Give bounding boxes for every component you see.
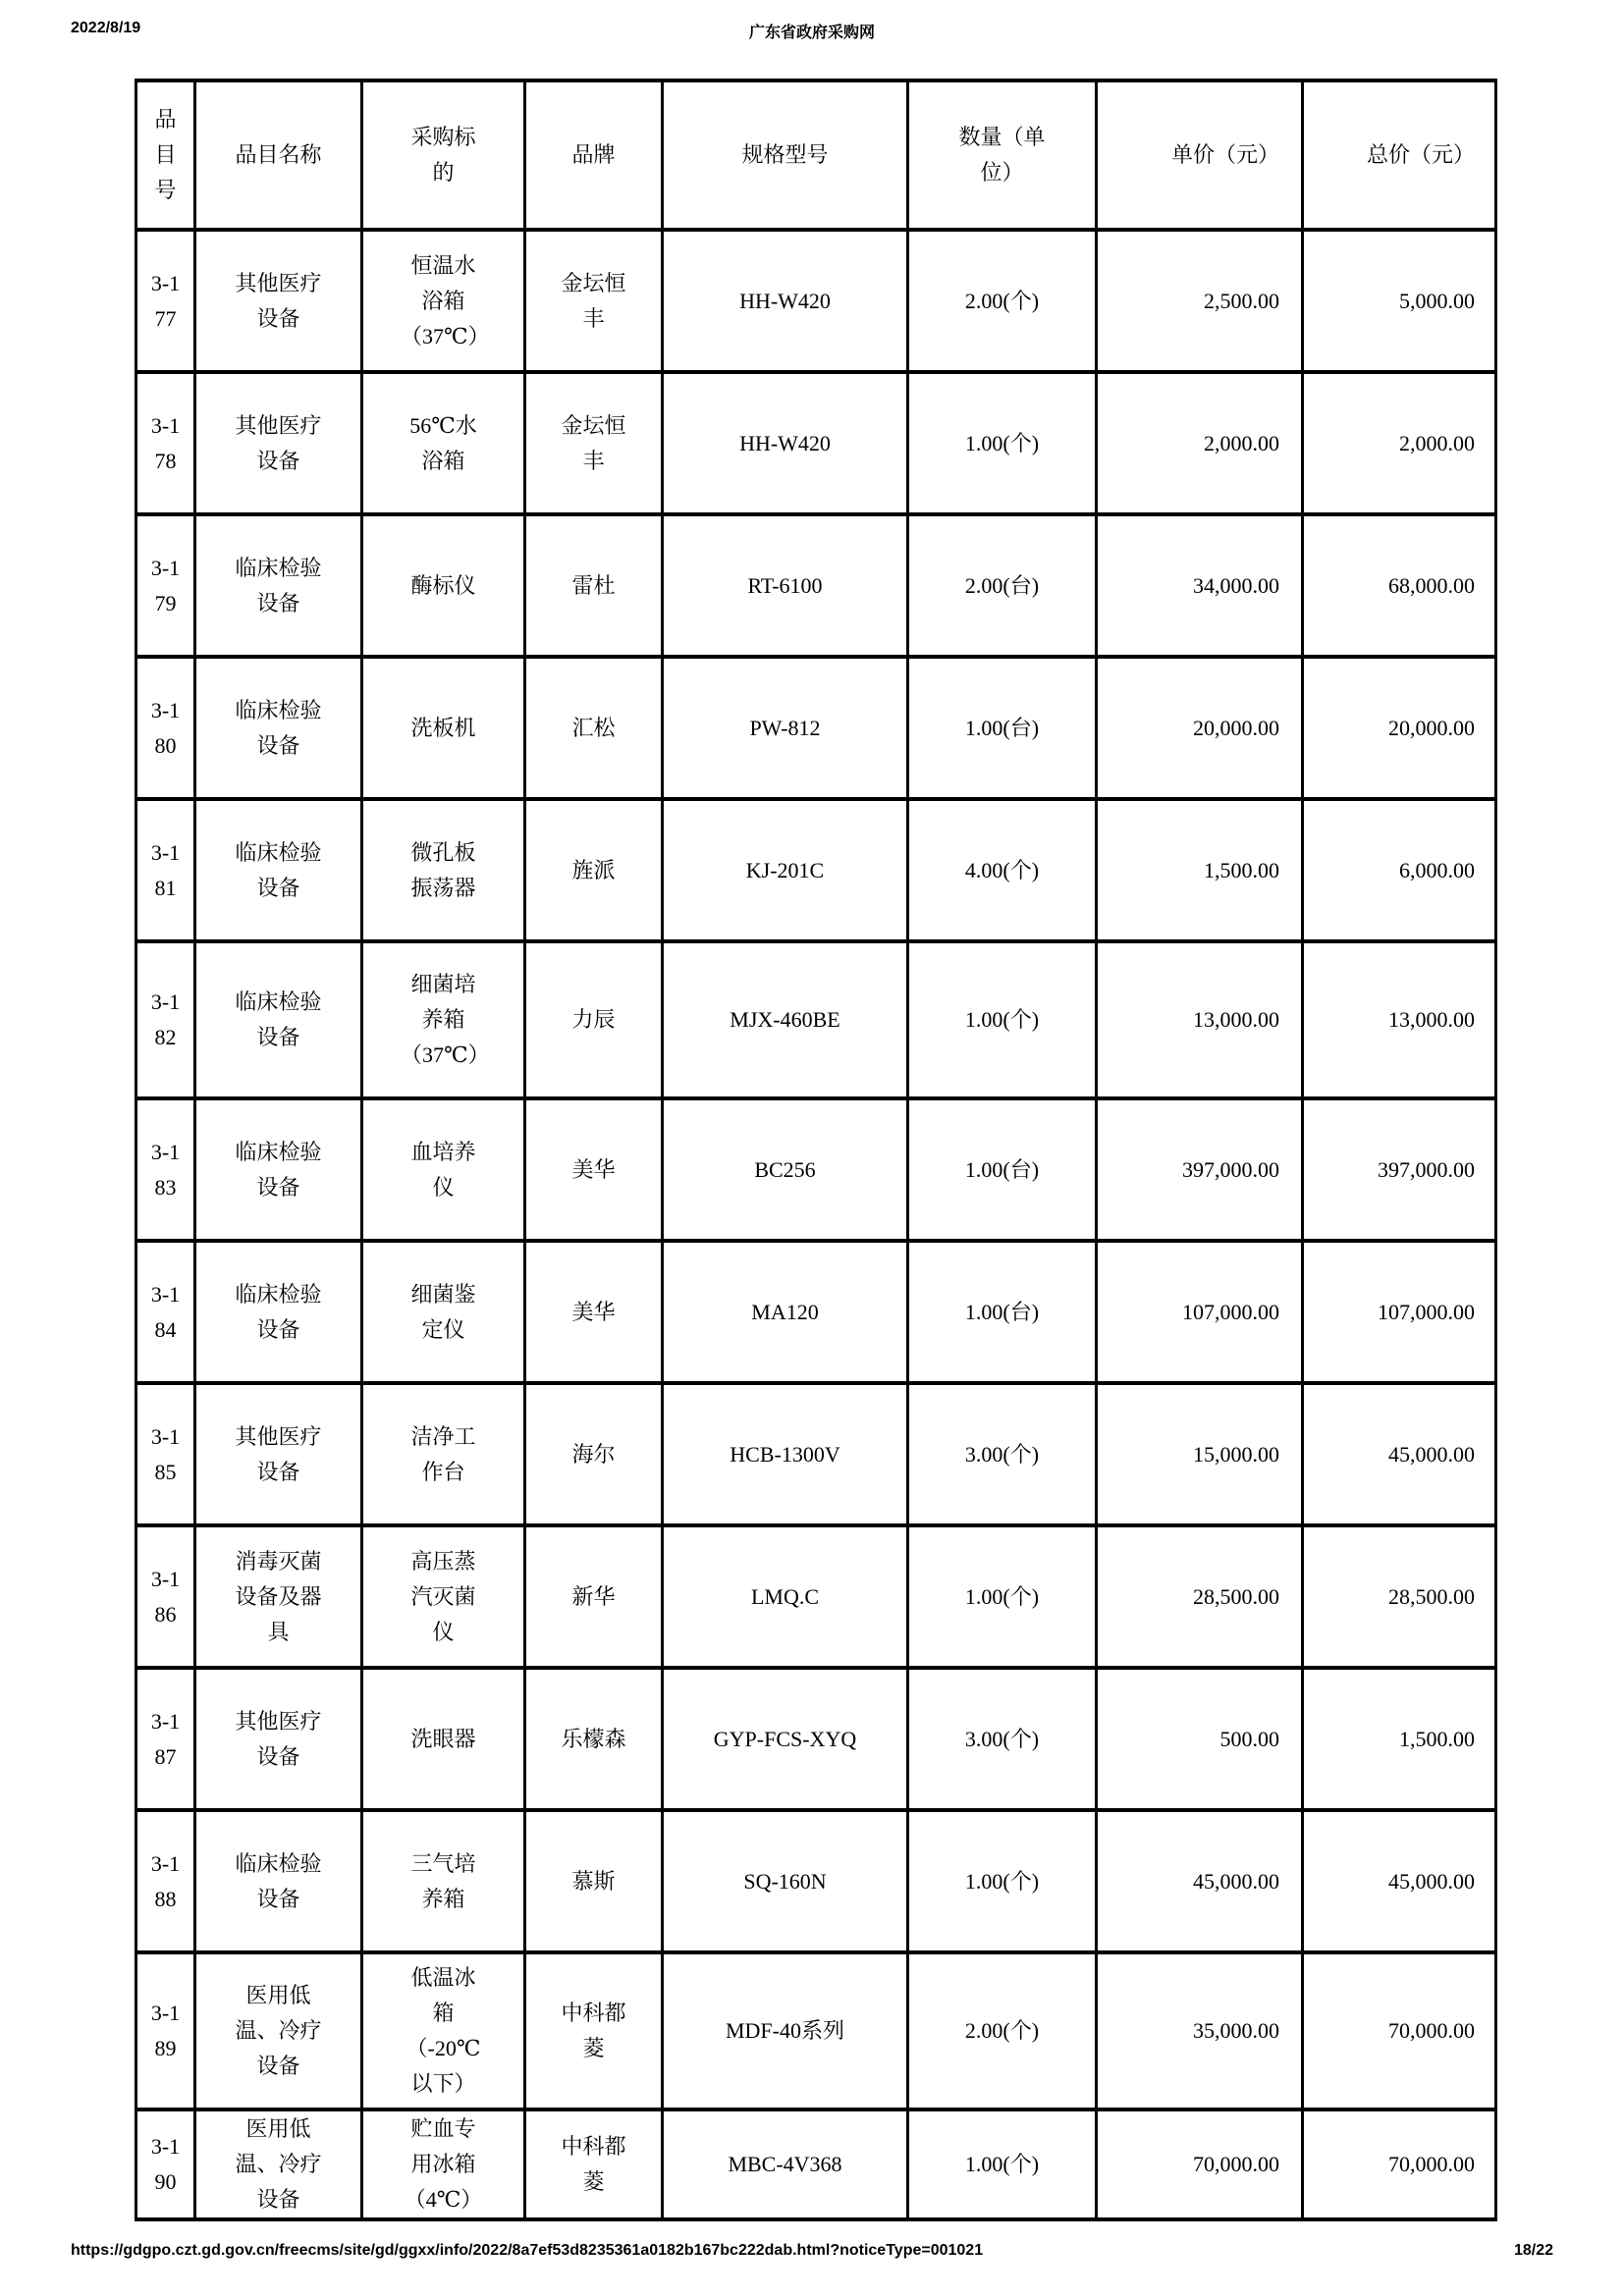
cell-item-no: 3-188 bbox=[136, 1810, 195, 1952]
cell-brand: 力辰 bbox=[525, 941, 663, 1098]
cell-quantity: 1.00(个) bbox=[908, 1810, 1097, 1952]
cell-model: LMQ.C bbox=[663, 1525, 908, 1668]
cell-item-no: 3-183 bbox=[136, 1098, 195, 1241]
cell-quantity: 1.00(台) bbox=[908, 1241, 1097, 1383]
table-row bbox=[136, 1383, 1496, 1525]
cell-unit-price: 70,000.00 bbox=[1097, 2109, 1303, 2219]
cell-total-price: 45,000.00 bbox=[1303, 1810, 1496, 1952]
column-header-unit-price: 单价（元） bbox=[1097, 80, 1303, 230]
column-header-total-price: 总价（元） bbox=[1303, 80, 1496, 230]
table-row bbox=[136, 1525, 1496, 1668]
page-indicator: 18/22 bbox=[1513, 2242, 1553, 2259]
cell-total-price: 1,500.00 bbox=[1303, 1668, 1496, 1810]
cell-brand: 旌派 bbox=[525, 799, 663, 941]
cell-item-name: 临床检验设备 bbox=[195, 1241, 362, 1383]
cell-total-price: 107,000.00 bbox=[1303, 1241, 1496, 1383]
cell-brand: 汇松 bbox=[525, 657, 663, 799]
cell-brand: 美华 bbox=[525, 1098, 663, 1241]
cell-total-price: 20,000.00 bbox=[1303, 657, 1496, 799]
column-header-quantity bbox=[908, 80, 1097, 230]
cell-brand: 新华 bbox=[525, 1525, 663, 1668]
cell-brand: 海尔 bbox=[525, 1383, 663, 1525]
cell-unit-price: 1,500.00 bbox=[1097, 799, 1303, 941]
cell-brand: 中科都菱 bbox=[525, 1952, 663, 2109]
cell-unit-price: 13,000.00 bbox=[1097, 941, 1303, 1098]
table-header-row bbox=[136, 80, 1496, 230]
cell-total-price: 70,000.00 bbox=[1303, 1952, 1496, 2109]
cell-model: SQ-160N bbox=[663, 1810, 908, 1952]
cell-item-name: 临床检验设备 bbox=[195, 799, 362, 941]
cell-brand: 金坛恒丰 bbox=[525, 230, 663, 372]
column-header-target: 采购标的 bbox=[362, 80, 525, 230]
cell-target: 56℃水浴箱 bbox=[362, 372, 525, 514]
cell-target: 洁净工作台 bbox=[362, 1383, 525, 1525]
cell-model: PW-812 bbox=[663, 657, 908, 799]
cell-unit-price: 107,000.00 bbox=[1097, 1241, 1303, 1383]
cell-model: RT-6100 bbox=[663, 514, 908, 657]
cell-model: HCB-1300V bbox=[663, 1383, 908, 1525]
cell-target: 血培养仪 bbox=[362, 1098, 525, 1241]
cell-total-price: 68,000.00 bbox=[1303, 514, 1496, 657]
cell-item-no: 3-186 bbox=[136, 1525, 195, 1668]
cell-target: 高压蒸汽灭菌仪 bbox=[362, 1525, 525, 1668]
cell-brand: 乐檬森 bbox=[525, 1668, 663, 1810]
cell-item-name: 消毒灭菌设备及器具 bbox=[195, 1525, 362, 1668]
cell-target: 三气培养箱 bbox=[362, 1810, 525, 1952]
cell-item-no: 3-181 bbox=[136, 799, 195, 941]
print-date: 2022/8/19 bbox=[71, 20, 141, 36]
table-row bbox=[136, 1952, 1496, 2109]
table-body bbox=[136, 230, 1496, 2219]
column-header-brand: 品牌 bbox=[525, 80, 663, 230]
cell-unit-price: 45,000.00 bbox=[1097, 1810, 1303, 1952]
table-row bbox=[136, 1810, 1496, 1952]
cell-unit-price: 2,500.00 bbox=[1097, 230, 1303, 372]
cell-quantity: 1.00(个) bbox=[908, 372, 1097, 514]
cell-target: 细菌培养箱（37℃） bbox=[362, 941, 525, 1098]
print-footer bbox=[71, 2242, 1553, 2264]
cell-total-price: 397,000.00 bbox=[1303, 1098, 1496, 1241]
cell-total-price: 45,000.00 bbox=[1303, 1383, 1496, 1525]
cell-item-no: 3-190 bbox=[136, 2109, 195, 2219]
cell-item-name: 其他医疗设备 bbox=[195, 1383, 362, 1525]
cell-item-name: 其他医疗设备 bbox=[195, 230, 362, 372]
cell-item-no: 3-180 bbox=[136, 657, 195, 799]
cell-model: GYP-FCS-XYQ bbox=[663, 1668, 908, 1810]
column-header-quantity-label: 数量（单位） bbox=[958, 125, 1046, 185]
table-row bbox=[136, 941, 1496, 1098]
cell-item-no: 3-184 bbox=[136, 1241, 195, 1383]
cell-unit-price: 500.00 bbox=[1097, 1668, 1303, 1810]
cell-brand: 美华 bbox=[525, 1241, 663, 1383]
cell-unit-price: 397,000.00 bbox=[1097, 1098, 1303, 1241]
cell-item-name: 临床检验设备 bbox=[195, 514, 362, 657]
column-header-item-name: 品目名称 bbox=[195, 80, 362, 230]
cell-unit-price: 20,000.00 bbox=[1097, 657, 1303, 799]
cell-quantity: 2.00(台) bbox=[908, 514, 1097, 657]
cell-unit-price: 2,000.00 bbox=[1097, 372, 1303, 514]
cell-item-no: 3-179 bbox=[136, 514, 195, 657]
cell-item-name: 临床检验设备 bbox=[195, 941, 362, 1098]
table-row bbox=[136, 1098, 1496, 1241]
cell-target: 贮血专用冰箱（4℃） bbox=[362, 2109, 525, 2219]
cell-item-no: 3-178 bbox=[136, 372, 195, 514]
table-row bbox=[136, 2109, 1496, 2219]
table-row bbox=[136, 372, 1496, 514]
cell-model: KJ-201C bbox=[663, 799, 908, 941]
cell-unit-price: 28,500.00 bbox=[1097, 1525, 1303, 1668]
cell-quantity: 1.00(个) bbox=[908, 1525, 1097, 1668]
cell-brand: 雷杜 bbox=[525, 514, 663, 657]
cell-unit-price: 15,000.00 bbox=[1097, 1383, 1303, 1525]
column-header-model: 规格型号 bbox=[663, 80, 908, 230]
cell-total-price: 13,000.00 bbox=[1303, 941, 1496, 1098]
cell-item-no: 3-182 bbox=[136, 941, 195, 1098]
cell-item-no: 3-189 bbox=[136, 1952, 195, 2109]
cell-model: BC256 bbox=[663, 1098, 908, 1241]
cell-total-price: 5,000.00 bbox=[1303, 230, 1496, 372]
cell-item-name: 临床检验设备 bbox=[195, 1810, 362, 1952]
cell-item-no: 3-177 bbox=[136, 230, 195, 372]
cell-quantity: 2.00(个) bbox=[908, 1952, 1097, 2109]
cell-model: MJX-460BE bbox=[663, 941, 908, 1098]
cell-unit-price: 34,000.00 bbox=[1097, 514, 1303, 657]
cell-target: 微孔板振荡器 bbox=[362, 799, 525, 941]
cell-model: MA120 bbox=[663, 1241, 908, 1383]
cell-target: 细菌鉴定仪 bbox=[362, 1241, 525, 1383]
table-row bbox=[136, 230, 1496, 372]
column-header-item-no: 品目号 bbox=[136, 80, 195, 230]
cell-model: HH-W420 bbox=[663, 372, 908, 514]
cell-brand: 中科都菱 bbox=[525, 2109, 663, 2219]
cell-quantity: 3.00(个) bbox=[908, 1383, 1097, 1525]
cell-unit-price: 35,000.00 bbox=[1097, 1952, 1303, 2109]
source-url: https://gdgpo.czt.gd.gov.cn/freecms/site/gd/ggxx/info/2022/8a7ef53d8235361a0182b167bc222dab.html?noticeType=001021 bbox=[71, 2242, 984, 2259]
cell-target: 洗板机 bbox=[362, 657, 525, 799]
cell-model: HH-W420 bbox=[663, 230, 908, 372]
cell-quantity: 1.00(台) bbox=[908, 657, 1097, 799]
table-row bbox=[136, 1241, 1496, 1383]
cell-item-name: 医用低温、冷疗设备 bbox=[195, 1952, 362, 2109]
table-row bbox=[136, 657, 1496, 799]
cell-total-price: 28,500.00 bbox=[1303, 1525, 1496, 1668]
cell-total-price: 2,000.00 bbox=[1303, 372, 1496, 514]
cell-quantity: 1.00(台) bbox=[908, 1098, 1097, 1241]
cell-target: 低温冰箱（-20℃以下） bbox=[362, 1952, 525, 2109]
cell-target: 酶标仪 bbox=[362, 514, 525, 657]
cell-target: 洗眼器 bbox=[362, 1668, 525, 1810]
cell-brand: 金坛恒丰 bbox=[525, 372, 663, 514]
cell-item-name: 医用低温、冷疗设备 bbox=[195, 2109, 362, 2219]
cell-quantity: 3.00(个) bbox=[908, 1668, 1097, 1810]
cell-item-name: 其他医疗设备 bbox=[195, 372, 362, 514]
cell-total-price: 6,000.00 bbox=[1303, 799, 1496, 941]
table-row bbox=[136, 1668, 1496, 1810]
cell-total-price: 70,000.00 bbox=[1303, 2109, 1496, 2219]
print-header bbox=[71, 20, 1553, 41]
cell-item-no: 3-185 bbox=[136, 1383, 195, 1525]
cell-quantity: 1.00(个) bbox=[908, 941, 1097, 1098]
cell-item-name: 其他医疗设备 bbox=[195, 1668, 362, 1810]
cell-item-name: 临床检验设备 bbox=[195, 657, 362, 799]
table-row bbox=[136, 799, 1496, 941]
cell-quantity: 2.00(个) bbox=[908, 230, 1097, 372]
procurement-items-table bbox=[135, 79, 1497, 2221]
cell-target: 恒温水浴箱（37℃） bbox=[362, 230, 525, 372]
site-title: 广东省政府采购网 bbox=[748, 25, 875, 41]
cell-item-name: 临床检验设备 bbox=[195, 1098, 362, 1241]
table-row bbox=[136, 514, 1496, 657]
cell-model: MBC-4V368 bbox=[663, 2109, 908, 2219]
cell-item-no: 3-187 bbox=[136, 1668, 195, 1810]
cell-quantity: 1.00(个) bbox=[908, 2109, 1097, 2219]
cell-brand: 慕斯 bbox=[525, 1810, 663, 1952]
cell-model: MDF-40系列 bbox=[663, 1952, 908, 2109]
cell-quantity: 4.00(个) bbox=[908, 799, 1097, 941]
